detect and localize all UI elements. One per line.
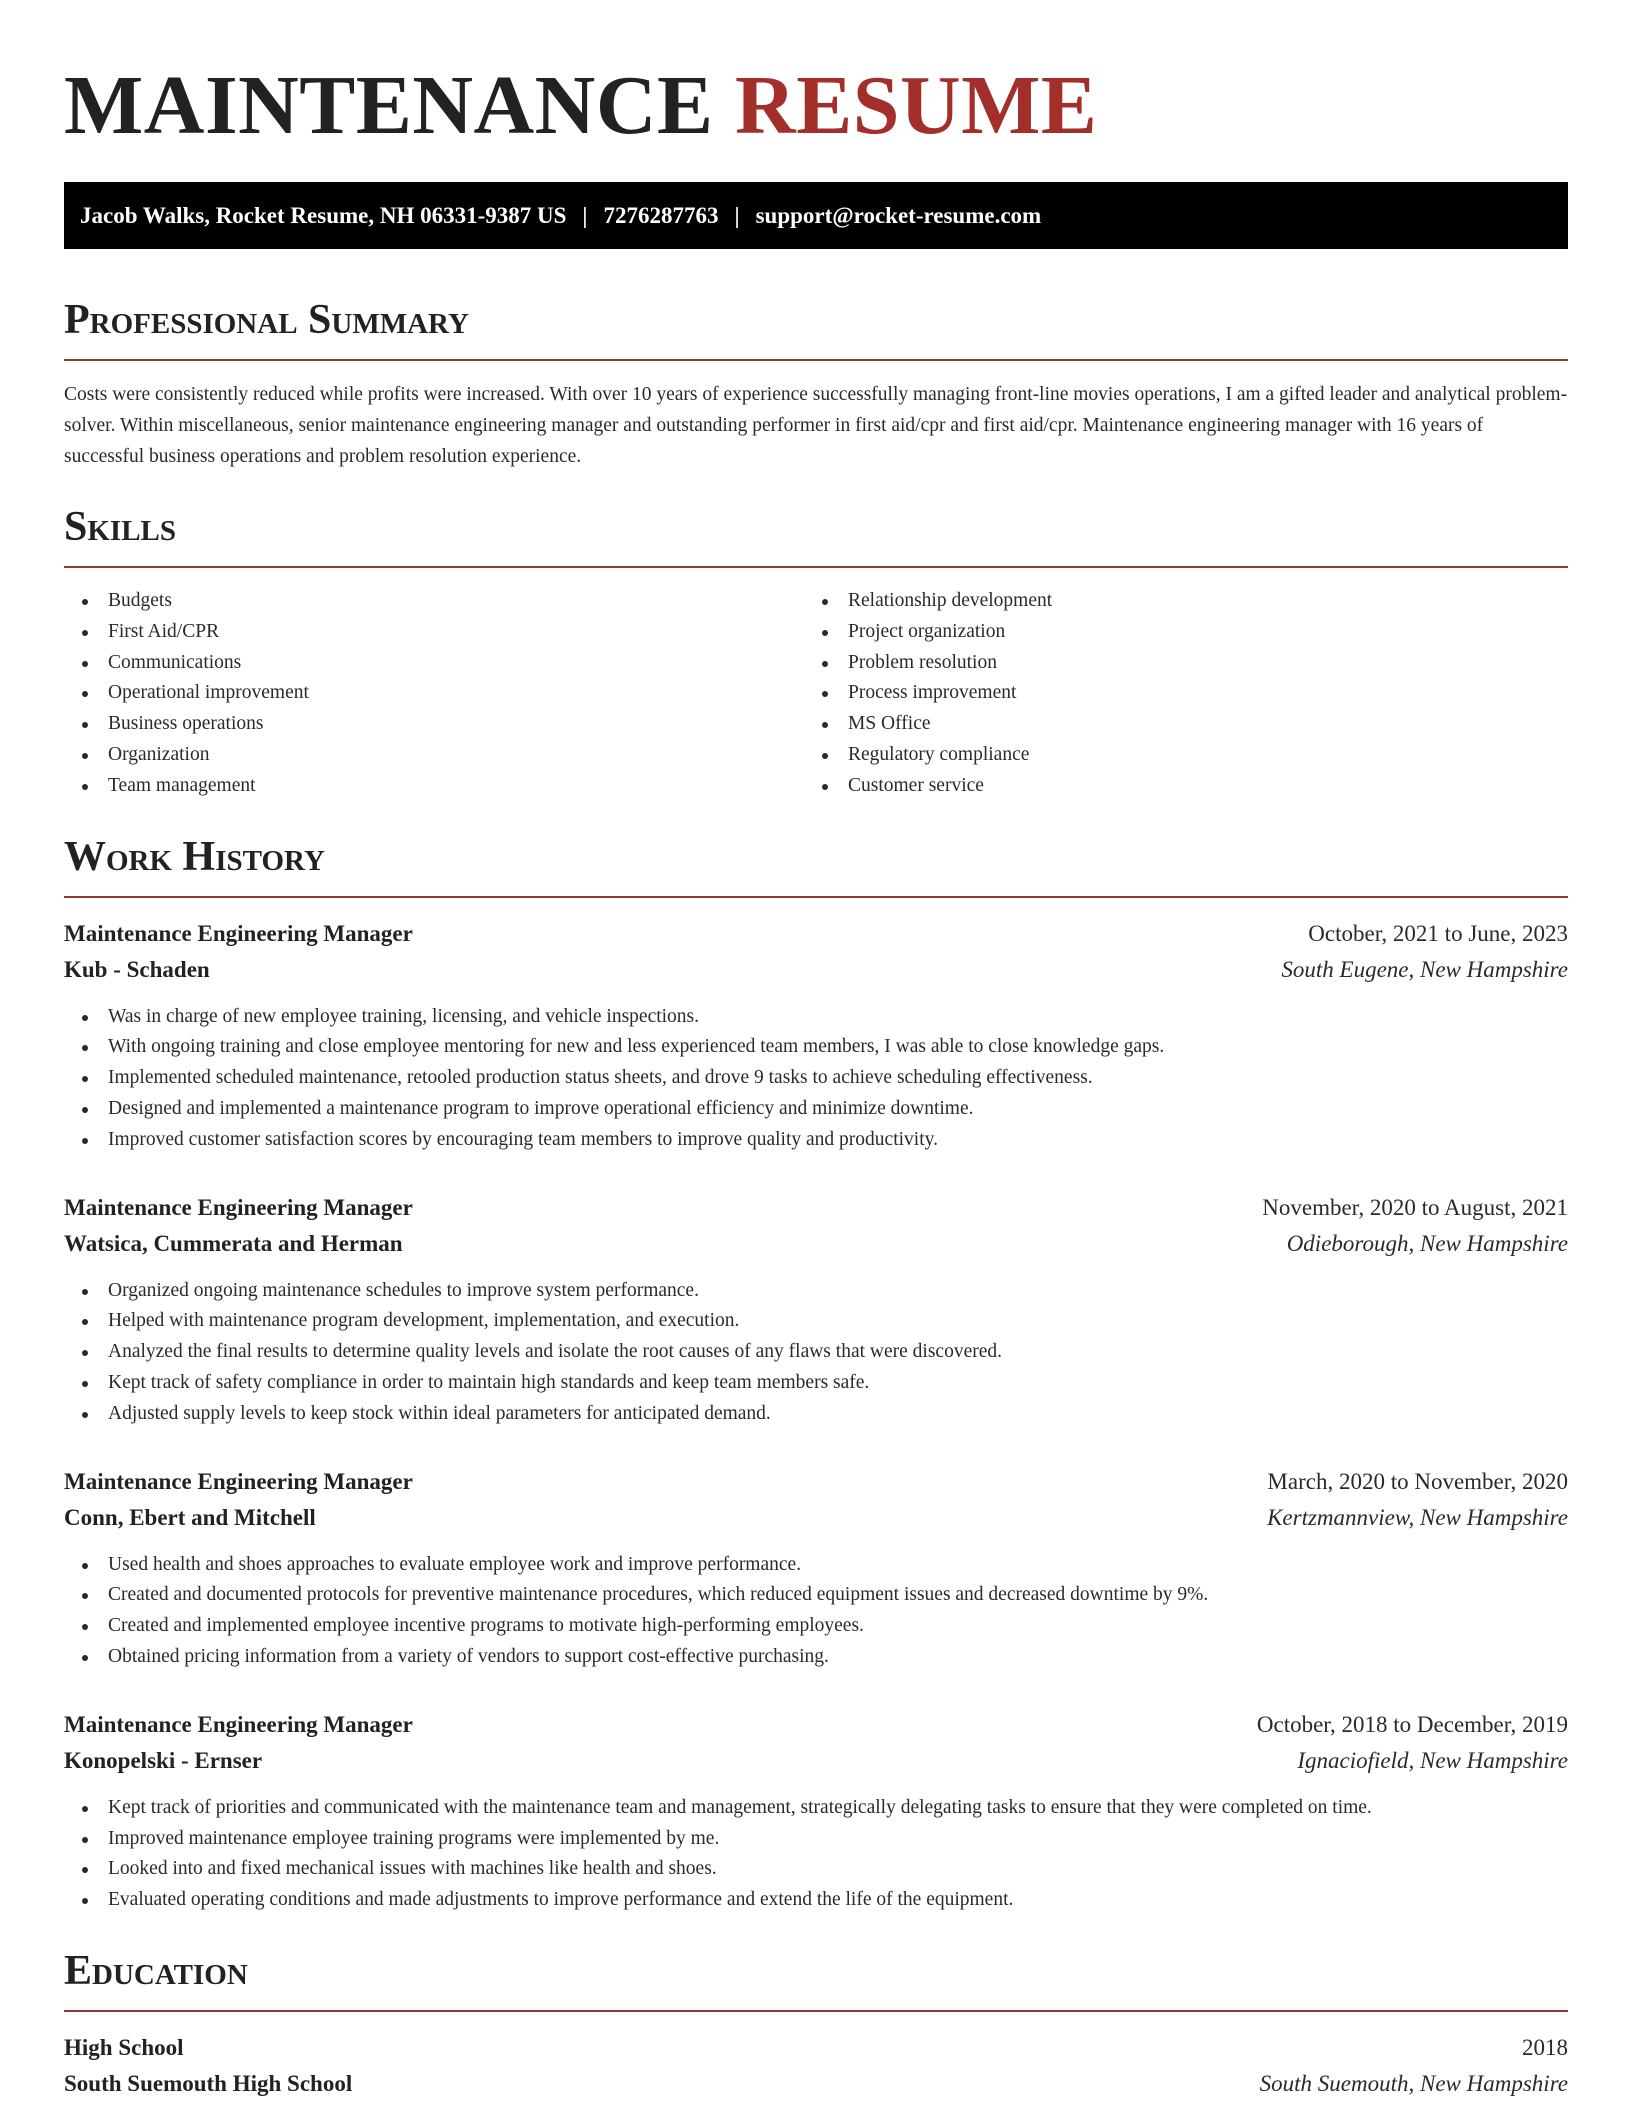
job-bullet: With ongoing training and close employee mentoring for new and less experienced team members, I was able to close knowledge gaps. — [64, 1032, 1568, 1063]
job-entry — [64, 1190, 1568, 1430]
job-bullet: Designed and implemented a maintenance program to improve operational efficiency and minimize downtime. — [64, 1094, 1568, 1125]
job-company: Watsica, Cummerata and Herman — [64, 1230, 403, 1256]
job-bullet: Analyzed the final results to determine quality levels and isolate the root causes of any flaws that were discovered. — [64, 1337, 1568, 1368]
skill-item: Customer service — [804, 771, 1544, 802]
education-location: South Suemouth, New Hampshire — [1259, 2070, 1568, 2096]
job-bullet: Implemented scheduled maintenance, retooled production status sheets, and drove 9 tasks to achieve scheduling effectiveness. — [64, 1063, 1568, 1094]
skill-item: Communications — [64, 648, 804, 679]
job-bullet: Looked into and fixed mechanical issues with machines like health and shoes. — [64, 1854, 1568, 1885]
job-bullets — [64, 1793, 1568, 1916]
skills-columns — [64, 586, 1568, 802]
skill-item: Team management — [64, 771, 804, 802]
job-title: Maintenance Engineering Manager — [64, 1194, 413, 1220]
skill-item: Project organization — [804, 617, 1544, 648]
skill-item: Relationship development — [804, 586, 1544, 617]
job-entry — [64, 916, 1568, 1156]
job-location: Ignaciofield, New Hampshire — [1297, 1747, 1568, 1773]
job-bullet: Kept track of priorities and communicated with the maintenance team and management, strategically delegating tasks to ensure that they were completed on time. — [64, 1793, 1568, 1824]
section-divider — [64, 566, 1568, 568]
education-heading: Education — [64, 1947, 248, 1994]
job-bullet: Kept track of safety compliance in order to maintain high standards and keep team members safe. — [64, 1368, 1568, 1399]
skill-item: Regulatory compliance — [804, 740, 1544, 771]
title-accent: RESUME — [735, 59, 1098, 152]
job-company: Konopelski - Ernser — [64, 1747, 263, 1773]
job-bullet: Created and implemented employee incentive programs to motivate high-performing employees. — [64, 1611, 1568, 1642]
work-history-heading: Work History — [64, 833, 325, 880]
section-divider — [64, 896, 1568, 898]
skill-item: Process improvement — [804, 678, 1544, 709]
summary-text: Costs were consistently reduced while profits were increased. With over 10 years of experience successfully managing front-line movies operations, I am a gifted leader and analytical problem-solver. Within miscellaneous, senior maintenance engineering manager and outstanding performer in first aid/cpr and first aid/cpr. Maintenance engineering manager with 16 years of successful business operations and problem resolution experience. — [64, 384, 1568, 467]
skill-item: Budgets — [64, 586, 804, 617]
job-entry — [64, 1464, 1568, 1673]
job-entry — [64, 1707, 1568, 1916]
job-bullet: Evaluated operating conditions and made adjustments to improve performance and extend the life of the equipment. — [64, 1885, 1568, 1916]
summary-heading: Professional Summary — [64, 297, 469, 343]
skill-item: First Aid/CPR — [64, 617, 804, 648]
job-bullet: Used health and shoes approaches to evaluate employee work and improve performance. — [64, 1550, 1568, 1581]
title-main: MAINTENANCE — [64, 59, 714, 152]
skill-item: Operational improvement — [64, 678, 804, 709]
education-entry — [64, 2030, 1568, 2102]
contact-address: Jacob Walks, Rocket Resume, NH 06331-9387 US — [80, 202, 567, 228]
skill-item: Problem resolution — [804, 648, 1544, 679]
job-bullet: Improved maintenance employee training programs were implemented by me. — [64, 1824, 1568, 1855]
job-dates: October, 2018 to December, 2019 — [1256, 1711, 1568, 1737]
job-dates: November, 2020 to August, 2021 — [1262, 1194, 1568, 1220]
skill-item: Business operations — [64, 709, 804, 740]
job-title: Maintenance Engineering Manager — [64, 920, 413, 946]
education-degree: High School — [64, 2034, 184, 2060]
job-bullet: Was in charge of new employee training, licensing, and vehicle inspections. — [64, 1002, 1568, 1033]
skill-item: Organization — [64, 740, 804, 771]
section-divider — [64, 359, 1568, 361]
job-title: Maintenance Engineering Manager — [64, 1711, 413, 1737]
job-bullet: Organized ongoing maintenance schedules to improve system performance. — [64, 1276, 1568, 1307]
contact-phone: 7276287763 — [603, 202, 719, 228]
skill-item: MS Office — [804, 709, 1544, 740]
skills-list-right — [804, 586, 1544, 802]
skills-section — [64, 506, 1568, 802]
resume-title — [64, 59, 1568, 152]
skills-list-left — [64, 586, 804, 802]
contact-bar — [64, 182, 1568, 249]
job-location: Kertzmannview, New Hampshire — [1267, 1504, 1568, 1530]
job-dates: March, 2020 to November, 2020 — [1267, 1468, 1568, 1494]
summary-section — [64, 299, 1568, 472]
job-company: Kub - Schaden — [64, 956, 210, 982]
job-location: South Eugene, New Hampshire — [1281, 956, 1568, 982]
job-title: Maintenance Engineering Manager — [64, 1468, 413, 1494]
job-bullet: Improved customer satisfaction scores by encouraging team members to improve quality and productivity. — [64, 1125, 1568, 1156]
contact-separator: | — [582, 202, 588, 228]
skills-heading: Skills — [64, 504, 177, 550]
education-year: 2018 — [1522, 2034, 1568, 2060]
job-dates: October, 2021 to June, 2023 — [1308, 920, 1568, 946]
job-bullets — [64, 1002, 1568, 1156]
job-bullets — [64, 1550, 1568, 1673]
contact-email: support@rocket-resume.com — [755, 202, 1042, 228]
section-divider — [64, 2010, 1568, 2012]
job-company: Conn, Ebert and Mitchell — [64, 1504, 316, 1530]
job-bullet: Created and documented protocols for preventive maintenance procedures, which reduced equipment issues and decreased downtime by 9%. — [64, 1580, 1568, 1611]
job-bullet: Obtained pricing information from a variety of vendors to support cost-effective purchasing. — [64, 1642, 1568, 1673]
education-section — [64, 1947, 1568, 2102]
work-history-section — [64, 833, 1568, 1916]
education-school: South Suemouth High School — [64, 2070, 353, 2096]
job-bullet: Helped with maintenance program development, implementation, and execution. — [64, 1306, 1568, 1337]
job-bullet: Adjusted supply levels to keep stock within ideal parameters for anticipated demand. — [64, 1399, 1568, 1430]
job-location: Odieborough, New Hampshire — [1286, 1230, 1568, 1256]
job-bullets — [64, 1276, 1568, 1430]
contact-separator: | — [734, 202, 740, 228]
